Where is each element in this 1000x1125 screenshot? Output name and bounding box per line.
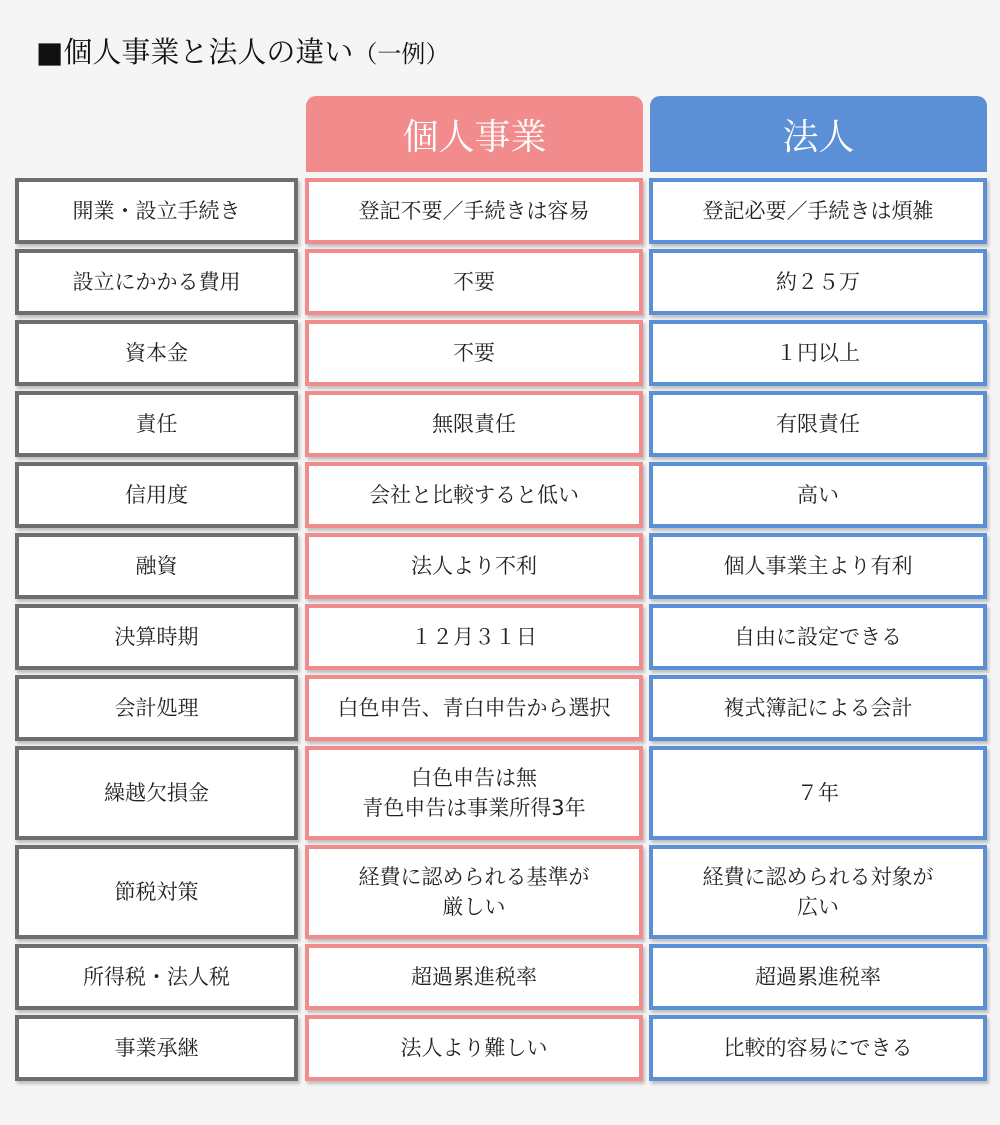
hojin-cell: 約２５万 bbox=[649, 249, 987, 315]
header-hojin: 法人 bbox=[650, 96, 987, 172]
kojin-cell: １２月３１日 bbox=[305, 604, 643, 670]
page-title: ■個人事業と法人の違い（一例） bbox=[36, 35, 450, 69]
hojin-cell: 比較的容易にできる bbox=[649, 1015, 987, 1081]
row-label: 繰越欠損金 bbox=[15, 746, 298, 840]
row-label: 開業・設立手続き bbox=[15, 178, 298, 244]
row-label: 事業承継 bbox=[15, 1015, 298, 1081]
kojin-cell: 法人より不利 bbox=[305, 533, 643, 599]
kojin-cell: 不要 bbox=[305, 249, 643, 315]
hojin-cell: ７年 bbox=[649, 746, 987, 840]
hojin-cell: 超過累進税率 bbox=[649, 944, 987, 1010]
hojin-cell: 高い bbox=[649, 462, 987, 528]
hojin-cell: 有限責任 bbox=[649, 391, 987, 457]
kojin-cell: 経費に認められる基準が 厳しい bbox=[305, 845, 643, 939]
kojin-cell: 不要 bbox=[305, 320, 643, 386]
row-label: 設立にかかる費用 bbox=[15, 249, 298, 315]
hojin-cell: 自由に設定できる bbox=[649, 604, 987, 670]
hojin-cell: 複式簿記による会計 bbox=[649, 675, 987, 741]
row-label: 融資 bbox=[15, 533, 298, 599]
row-label: 所得税・法人税 bbox=[15, 944, 298, 1010]
hojin-cell: １円以上 bbox=[649, 320, 987, 386]
kojin-cell: 会社と比較すると低い bbox=[305, 462, 643, 528]
kojin-cell: 白色申告、青白申告から選択 bbox=[305, 675, 643, 741]
row-label: 決算時期 bbox=[15, 604, 298, 670]
row-label: 会計処理 bbox=[15, 675, 298, 741]
hojin-cell: 個人事業主より有利 bbox=[649, 533, 987, 599]
row-label: 信用度 bbox=[15, 462, 298, 528]
header-kojin: 個人事業 bbox=[306, 96, 643, 172]
kojin-cell: 超過累進税率 bbox=[305, 944, 643, 1010]
kojin-cell: 法人より難しい bbox=[305, 1015, 643, 1081]
row-label: 資本金 bbox=[15, 320, 298, 386]
kojin-cell: 白色申告は無 青色申告は事業所得3年 bbox=[305, 746, 643, 840]
hojin-cell: 登記必要／手続きは煩雑 bbox=[649, 178, 987, 244]
kojin-cell: 登記不要／手続きは容易 bbox=[305, 178, 643, 244]
kojin-cell: 無限責任 bbox=[305, 391, 643, 457]
row-label: 節税対策 bbox=[15, 845, 298, 939]
row-label: 責任 bbox=[15, 391, 298, 457]
hojin-cell: 経費に認められる対象が 広い bbox=[649, 845, 987, 939]
